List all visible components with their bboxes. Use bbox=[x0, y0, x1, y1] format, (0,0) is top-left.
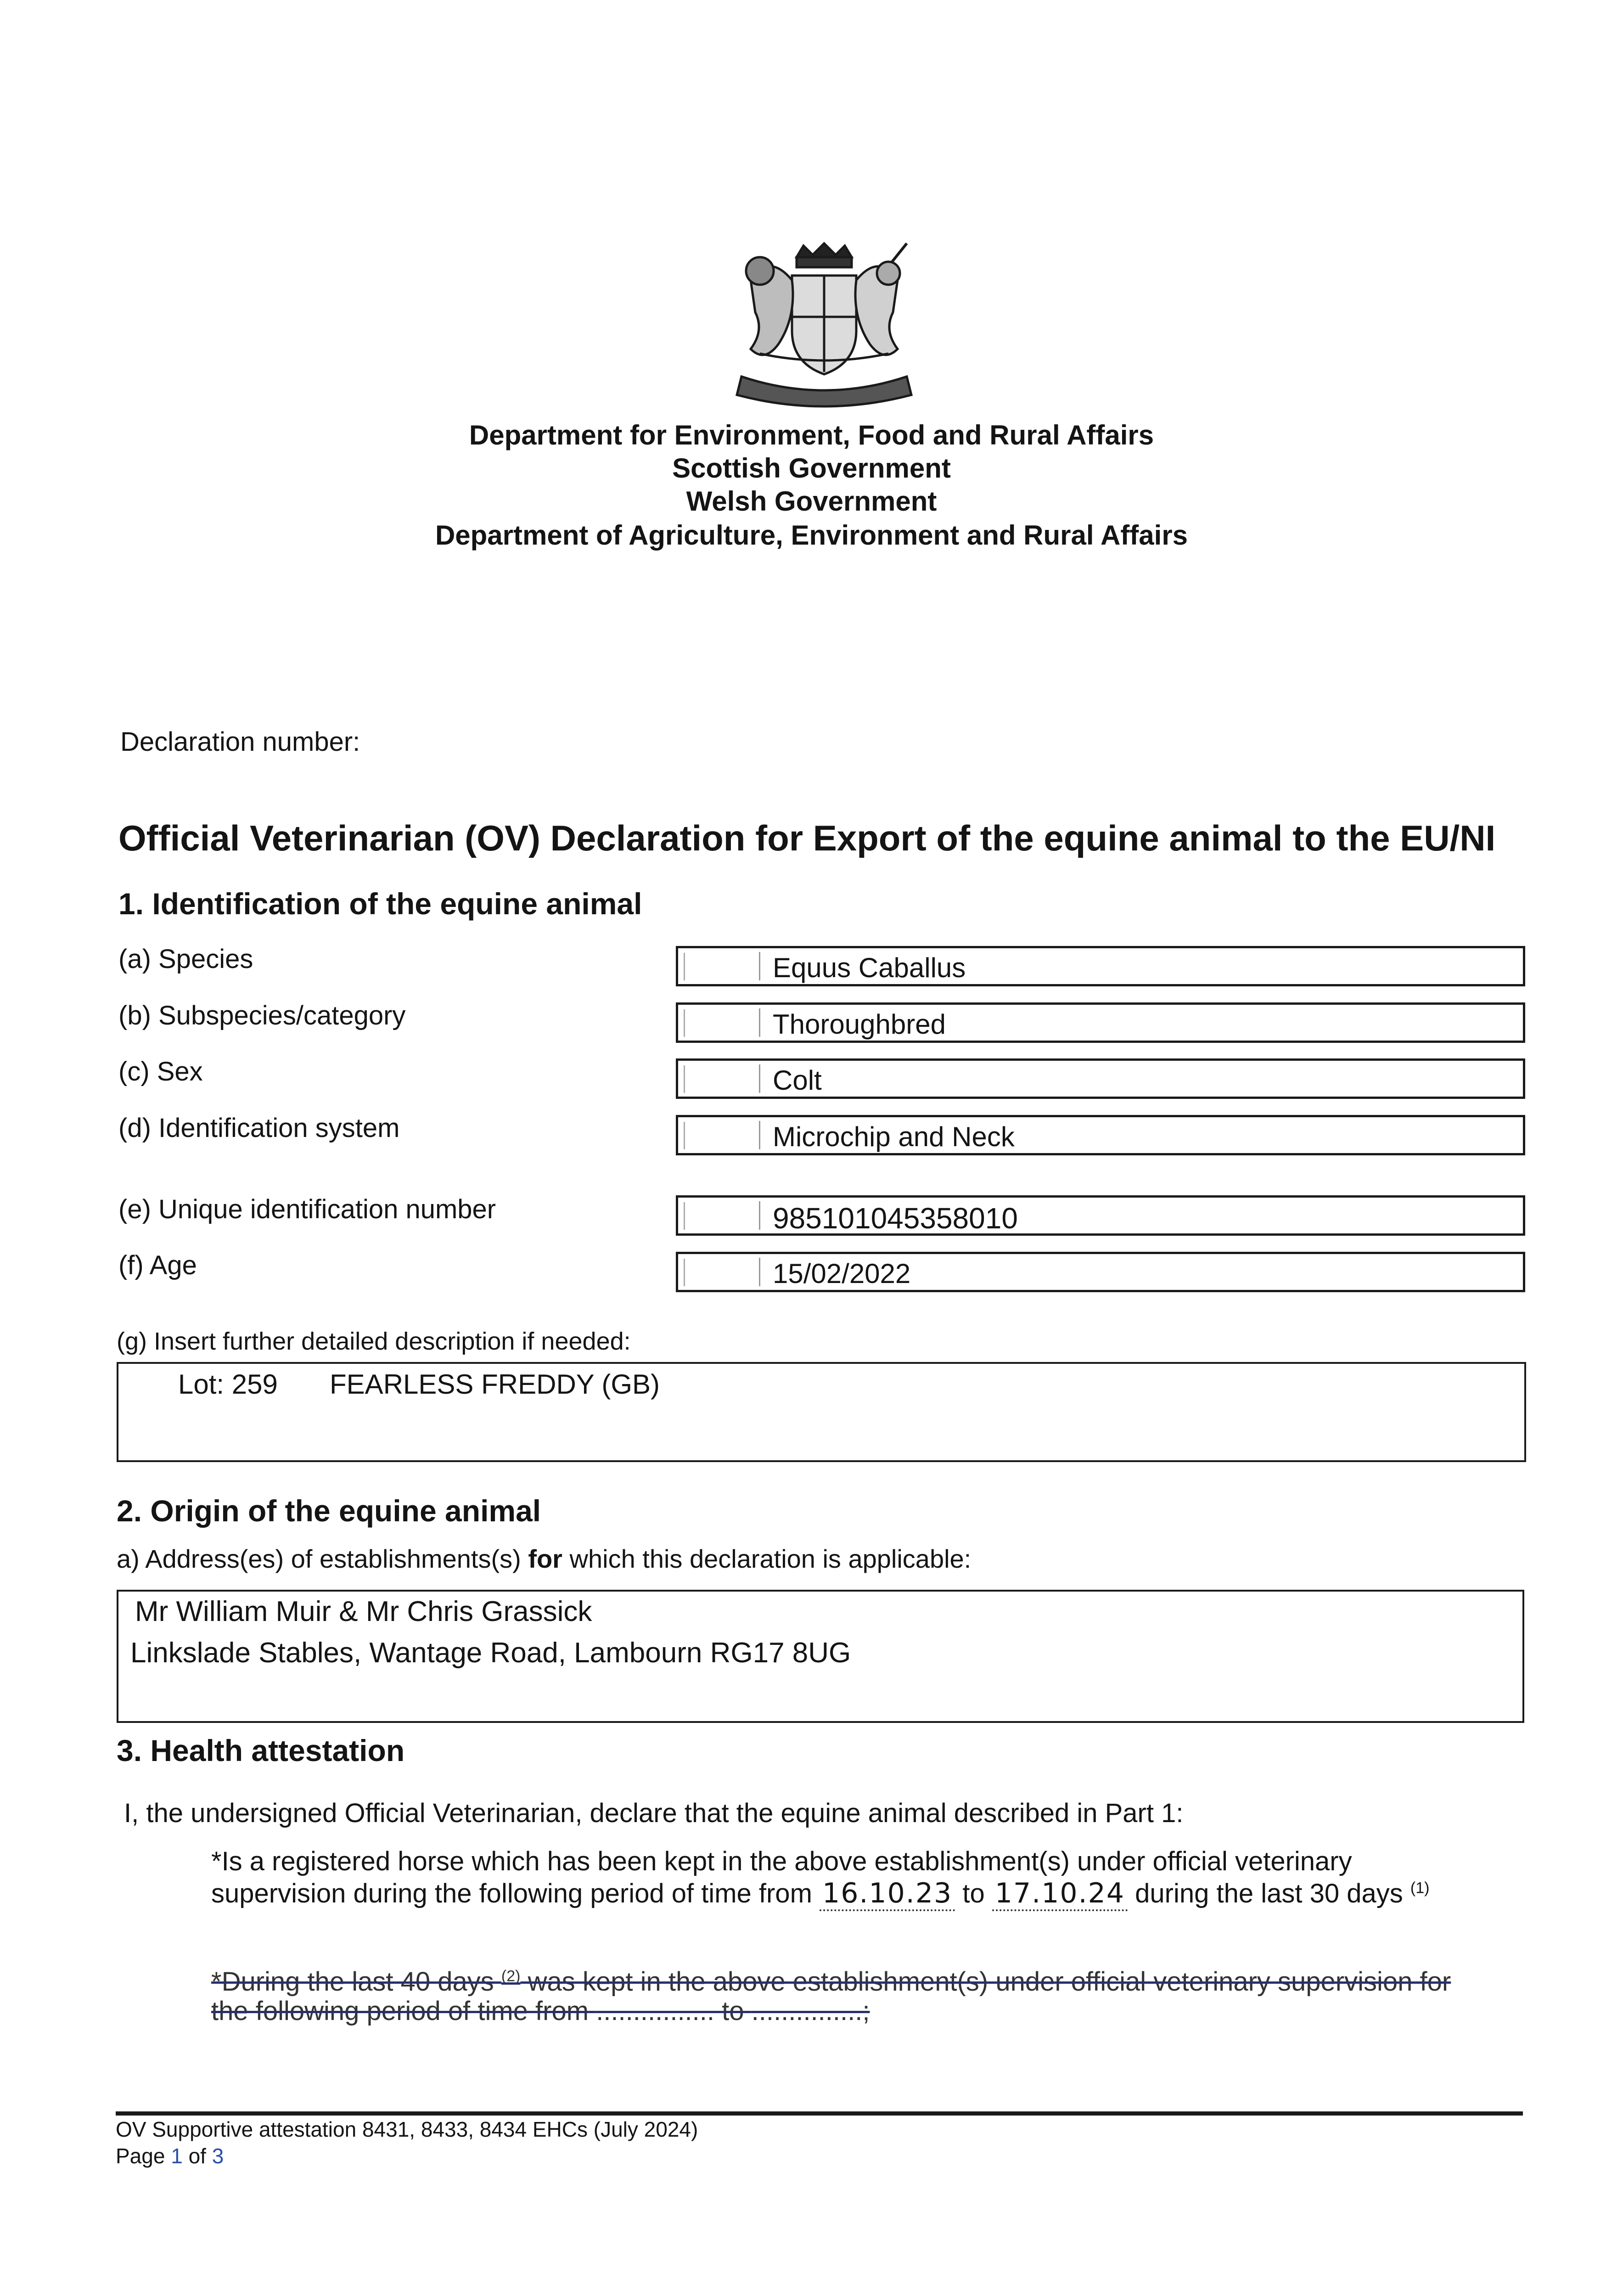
para-2-line-2-text: the following period of time from bbox=[211, 1996, 589, 2026]
section-2-heading: 2. Origin of the equine animal bbox=[117, 1494, 541, 1528]
last-30-days-text: during the last 30 days bbox=[1135, 1879, 1403, 1908]
age-field[interactable] bbox=[676, 1252, 1525, 1292]
to-word: to bbox=[962, 1879, 985, 1908]
department-name-scottish-government: Scottish Government bbox=[672, 453, 951, 484]
address-line-2: Linkslade Stables, Wantage Road, Lambourn RG17 8UG bbox=[130, 1637, 851, 1669]
department-name-welsh-government: Welsh Government bbox=[686, 486, 937, 517]
current-page-link[interactable]: 1 bbox=[171, 2144, 183, 2168]
department-name-daera: Department of Agriculture, Environment and Rural Affairs bbox=[435, 520, 1188, 551]
attestation-para-2-line-2-struck bbox=[211, 1996, 870, 2026]
further-description-label: (g) Insert further detailed description if needed: bbox=[117, 1328, 631, 1355]
attestation-para-2-line-1-struck bbox=[211, 1966, 1451, 1997]
lot-number: Lot: 259 bbox=[178, 1369, 278, 1400]
address-label-bold: for bbox=[528, 1544, 562, 1573]
further-description-box[interactable] bbox=[117, 1362, 1526, 1462]
total-pages-link[interactable]: 3 bbox=[212, 2144, 224, 2168]
document-title: Official Veterinarian (OV) Declaration for Export of the equine animal to the EU/NI bbox=[118, 818, 1496, 858]
address-label-end: which this declaration is applicable: bbox=[562, 1544, 972, 1573]
health-attestation-intro: I, the undersigned Official Veterinarian, declare that the equine animal described in Part 1: bbox=[124, 1798, 1184, 1828]
age-label: (f) Age bbox=[118, 1250, 197, 1280]
identification-system-value: Microchip and Neck bbox=[773, 1121, 1015, 1152]
footer-page-number bbox=[116, 2144, 224, 2168]
page-of-word: of bbox=[188, 2144, 206, 2168]
age-value: 15/02/2022 bbox=[773, 1258, 911, 1289]
footnote-2-ref: (2) bbox=[501, 1967, 521, 1985]
footer-attestation-reference: OV Supportive attestation 8431, 8433, 8434 EHCs (July 2024) bbox=[116, 2117, 698, 2141]
supervision-period-text: supervision during the following period of time from bbox=[211, 1879, 812, 1908]
address-label-start: a) Address(es) of establishments(s) bbox=[117, 1544, 528, 1573]
attestation-para-1-line-1: *Is a registered horse which has been kept in the above establishment(s) under official veterinary bbox=[211, 1846, 1352, 1876]
subspecies-field[interactable] bbox=[676, 1002, 1525, 1043]
species-value: Equus Caballus bbox=[773, 952, 966, 983]
sex-value: Colt bbox=[773, 1065, 822, 1096]
to-date: 17.10.24 bbox=[992, 1877, 1128, 1911]
identification-system-label: (d) Identification system bbox=[118, 1113, 400, 1143]
page-word: Page bbox=[116, 2144, 165, 2168]
address-line-1: Mr William Muir & Mr Chris Grassick bbox=[135, 1596, 592, 1627]
footnote-1-ref: (1) bbox=[1410, 1879, 1430, 1897]
unique-id-label: (e) Unique identification number bbox=[118, 1194, 496, 1224]
para-2-line-1-start: *During the last 40 days bbox=[211, 1967, 501, 1997]
section-1-heading: 1. Identification of the equine animal bbox=[118, 887, 642, 921]
unique-id-value: 985101045358010 bbox=[773, 1202, 1018, 1235]
identification-system-field[interactable] bbox=[676, 1115, 1525, 1155]
para-2-line-1-end: was kept in the above establishment(s) under official veterinary supervision for bbox=[520, 1967, 1451, 1997]
para-2-to-dots: ...............; bbox=[751, 1996, 870, 2026]
department-name-defra: Department for Environment, Food and Rural Affairs bbox=[469, 420, 1154, 450]
declaration-number-label: Declaration number: bbox=[120, 727, 360, 757]
species-field[interactable] bbox=[676, 946, 1525, 986]
para-2-to-word: to bbox=[722, 1996, 744, 2026]
address-label bbox=[117, 1544, 971, 1574]
sex-label: (c) Sex bbox=[118, 1057, 203, 1086]
lot-horse-name: FEARLESS FREDDY (GB) bbox=[330, 1369, 660, 1400]
sex-field[interactable] bbox=[676, 1058, 1525, 1099]
species-label: (a) Species bbox=[118, 944, 253, 974]
unique-id-field[interactable] bbox=[676, 1195, 1525, 1236]
establishment-address-box[interactable] bbox=[117, 1590, 1524, 1723]
section-3-heading: 3. Health attestation bbox=[117, 1733, 405, 1767]
from-date: 16.10.23 bbox=[820, 1877, 955, 1911]
royal-coat-of-arms-emblem bbox=[723, 239, 925, 409]
para-2-from-dots: ................ bbox=[596, 1996, 715, 2026]
subspecies-value: Thoroughbred bbox=[773, 1009, 946, 1040]
footer-divider bbox=[116, 2111, 1523, 2116]
subspecies-label: (b) Subspecies/category bbox=[118, 1001, 406, 1030]
attestation-para-1-line-2 bbox=[211, 1877, 1429, 1911]
